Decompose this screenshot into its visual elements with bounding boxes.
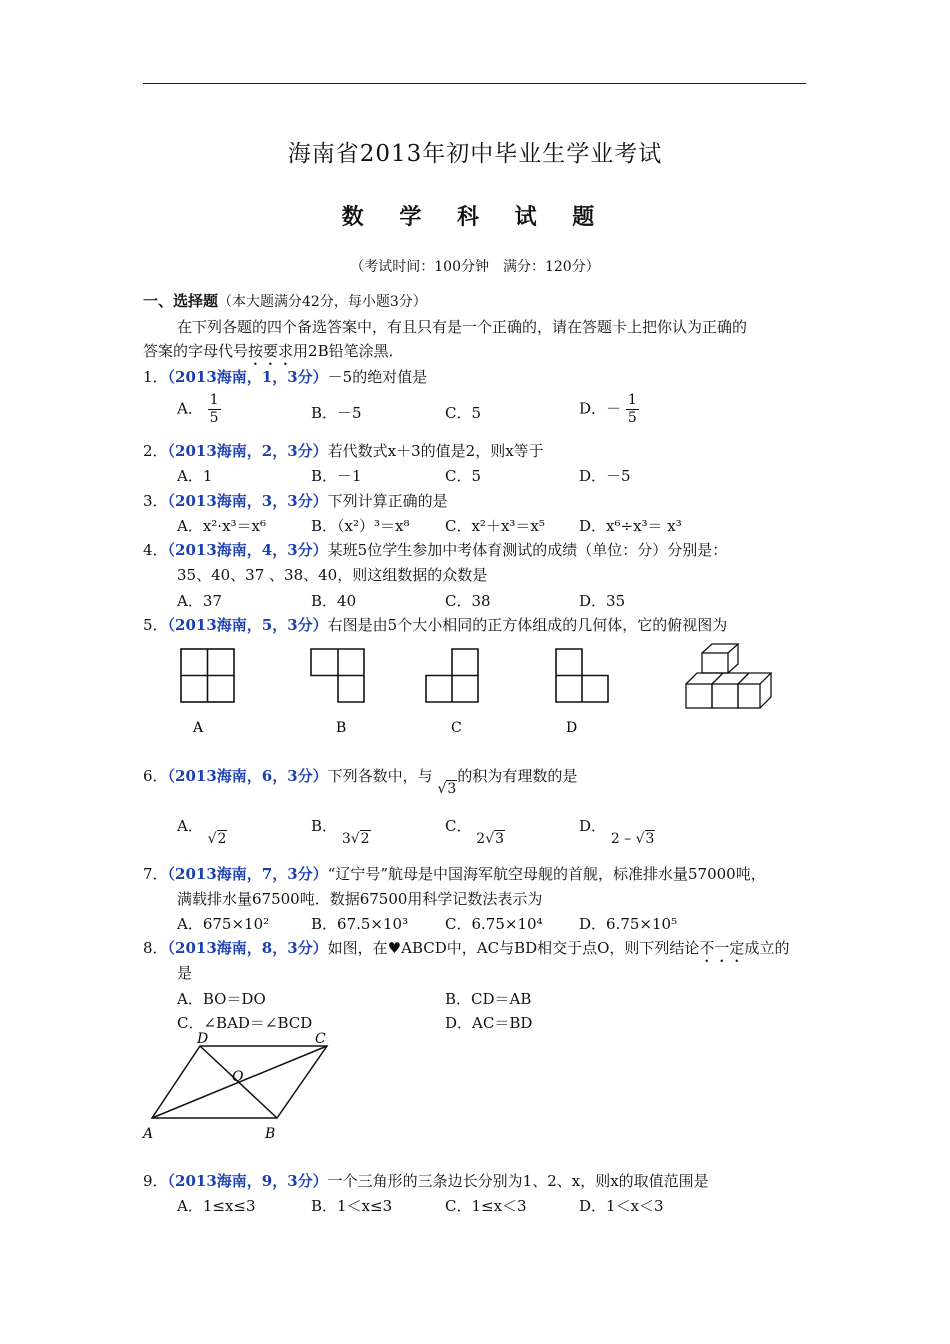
- point-o-label: O: [232, 1069, 244, 1085]
- question-number: 9．: [143, 1172, 168, 1190]
- q2-option-d: D．－5: [579, 467, 631, 485]
- q9-option-c: C．1≤x＜3: [445, 1197, 527, 1215]
- q2-option-a: A．1: [177, 467, 213, 485]
- question-6: [143, 765, 578, 797]
- q4-option-a: A．37: [177, 592, 222, 610]
- question-number: 8．: [143, 939, 168, 957]
- question-text: “辽宁号”航母是中国海军航空母舰的首舰，标准排水量57000吨，: [327, 865, 766, 883]
- question-text: 下列计算正确的是: [327, 492, 448, 510]
- sqrt-expression: √2: [207, 831, 227, 847]
- option-label: A．: [177, 399, 203, 418]
- question-source: （2013海南，3，3分）: [167, 492, 328, 510]
- question-8-cont: 是: [177, 964, 193, 982]
- q9-option-a: A．1≤x≤3: [177, 1197, 256, 1215]
- sqrt-expression: 3√2: [341, 831, 370, 847]
- radicand: 3: [645, 831, 655, 847]
- question-text: 右图是由5个大小相同的正方体组成的几何体，它的俯视图为: [327, 616, 728, 634]
- question-number: 3．: [143, 492, 168, 510]
- question-text: 一个三角形的三条边长分别为1、2、x，则x的取值范围是: [327, 1172, 709, 1190]
- question-2: [143, 440, 544, 461]
- q7-option-a: A．675×10²: [177, 915, 270, 933]
- vertex-b-label: B: [265, 1126, 276, 1142]
- top-view-c: [426, 649, 478, 702]
- question-source: （2013海南，8，3分）: [167, 939, 328, 957]
- top-view-a: [181, 649, 234, 702]
- intro-text-end: 用2B铅笔涂黑．: [293, 342, 404, 360]
- section-header: [143, 290, 427, 311]
- q4-option-c: C．38: [445, 592, 491, 610]
- question-text: 下列各数中，与: [327, 767, 433, 785]
- question-number: 6．: [143, 767, 168, 785]
- question-text: 若代数式x＋3的值是2，则x等于: [327, 442, 544, 460]
- exam-subtitle: 数 学 科 试 题: [341, 205, 609, 230]
- label-c: C: [451, 720, 462, 736]
- option-label: B．: [311, 817, 338, 835]
- vertex-a-label: A: [143, 1126, 154, 1142]
- question-number: 1．: [143, 368, 168, 386]
- q8-option-c: C．∠BAD＝∠BCD: [177, 1014, 313, 1032]
- question-source: （2013海南，9，3分）: [167, 1172, 328, 1190]
- question-text-end: 成立的: [744, 939, 790, 957]
- numerator: 1: [209, 392, 219, 408]
- question-source: （2013海南，6，3分）: [167, 767, 328, 785]
- section-intro-2: [143, 340, 404, 369]
- q7-option-b: B．67.5×10³: [311, 915, 409, 933]
- q8-option-d: D．AC＝BD: [445, 1014, 533, 1032]
- question-1: [143, 366, 427, 387]
- label-b: B: [336, 720, 347, 736]
- option-label: A．: [177, 817, 203, 835]
- numerator: 1: [627, 392, 637, 408]
- q1-option-c: C．5: [445, 404, 482, 422]
- q4-option-b: B．40: [311, 592, 357, 610]
- question-number: 5．: [143, 616, 168, 634]
- section-label: 一、选择题: [143, 292, 219, 310]
- coefficient: 3: [341, 831, 351, 847]
- option-label: D．: [579, 817, 607, 835]
- q6-option-c: [445, 815, 505, 847]
- question-3: [143, 490, 448, 511]
- top-view-b: [311, 649, 364, 702]
- q9-option-b: B．1＜x≤3: [311, 1197, 393, 1215]
- question-source: （2013海南，1，3分）: [167, 368, 328, 386]
- q7-option-d: D．6.75×10⁵: [579, 915, 678, 933]
- denominator: 5: [627, 410, 637, 426]
- exam-title: 海南省2013年初中毕业生学业考试: [287, 141, 663, 167]
- question-number: 7．: [143, 865, 168, 883]
- section-intro-1: 在下列各题的四个备选答案中，有且只有是一个正确的，请在答题卡上把你认为正确的: [177, 318, 748, 336]
- vertex-c-label: C: [315, 1031, 326, 1047]
- coefficient: 2: [476, 831, 486, 847]
- option-label: C．: [445, 817, 472, 835]
- sqrt-expression: √3: [437, 781, 457, 797]
- question-4-cont: 35、40、37 、38、40，则这组数据的众数是: [177, 566, 488, 584]
- question-7-cont: 满载排水量67500吨．数据67500用科学记数法表示为: [177, 890, 543, 908]
- q1-option-a: [177, 392, 221, 427]
- q9-option-d: D．1＜x＜3: [579, 1197, 664, 1215]
- top-view-d: [556, 649, 608, 702]
- question-9: [143, 1170, 709, 1191]
- q1-option-d: [579, 392, 639, 427]
- emphasis-text: 不一定: [699, 939, 745, 957]
- q6-option-b: [311, 815, 371, 847]
- emphasis-text: 按要求: [248, 342, 294, 360]
- q8-option-a: A．BO＝DO: [177, 990, 266, 1008]
- q2-option-b: B．－1: [311, 467, 362, 485]
- question-4: [143, 539, 727, 560]
- fraction: [626, 392, 639, 427]
- vertex-d-label: D: [197, 1031, 209, 1047]
- q2-option-c: C．5: [445, 467, 482, 485]
- q3-option-d: D．x⁶÷x³＝ x³: [579, 517, 682, 535]
- question-text: 如图，在♥ABCD中，AC与BD相交于点O，则下列结论: [327, 939, 700, 957]
- minus-sign: －: [606, 399, 622, 418]
- intro-text: 答案的字母代号: [143, 342, 249, 360]
- q3-option-c: C．x²＋x³＝x⁵: [445, 517, 545, 535]
- q3-option-b: B．（x²）³＝x⁸: [311, 517, 410, 535]
- q6-option-a: [177, 815, 227, 847]
- q6-option-d: [579, 815, 655, 847]
- question-8: [143, 937, 789, 966]
- fraction: [208, 392, 221, 427]
- question-number: 4．: [143, 541, 168, 559]
- radicand: 3: [495, 831, 505, 847]
- question-source: （2013海南，5，3分）: [167, 616, 328, 634]
- question-7: [143, 863, 766, 884]
- question-source: （2013海南，2，3分）: [167, 442, 328, 460]
- question-number: 2．: [143, 442, 168, 460]
- q1-option-b: B．－5: [311, 404, 362, 422]
- label-a: A: [193, 720, 204, 736]
- question-source: （2013海南，7，3分）: [167, 865, 328, 883]
- option-label: D．: [579, 399, 607, 418]
- radicand: 3: [447, 781, 457, 797]
- exam-meta: （考试时间：100分钟 满分：120分）: [350, 259, 600, 275]
- prefix: 2 –: [610, 831, 636, 847]
- question-source: （2013海南，4，3分）: [167, 541, 328, 559]
- cube-solid: [686, 644, 771, 708]
- q8-option-b: B．CD＝AB: [445, 990, 532, 1008]
- question-5: [143, 614, 727, 635]
- question-text-end: 的积为有理数的是: [457, 767, 578, 785]
- parallelogram-figure: [140, 1030, 350, 1145]
- question-text: －5的绝对值是: [327, 368, 428, 386]
- section-note: （本大题满分42分，每小题3分）: [218, 294, 427, 310]
- sqrt-expression: 2 – √3: [610, 831, 655, 847]
- q7-option-c: C．6.75×10⁴: [445, 915, 543, 933]
- q3-option-a: A．x²·x³＝x⁶: [177, 517, 267, 535]
- radicand: 2: [360, 831, 370, 847]
- label-d: D: [566, 720, 578, 736]
- question-text: 某班5位学生参加中考体育测试的成绩（单位：分）分别是：: [327, 541, 728, 559]
- header-rule: [143, 83, 806, 84]
- sqrt-expression: 2√3: [476, 831, 505, 847]
- q4-option-d: D．35: [579, 592, 626, 610]
- q5-figures: [0, 640, 950, 740]
- denominator: 5: [209, 410, 219, 426]
- radicand: 2: [217, 831, 227, 847]
